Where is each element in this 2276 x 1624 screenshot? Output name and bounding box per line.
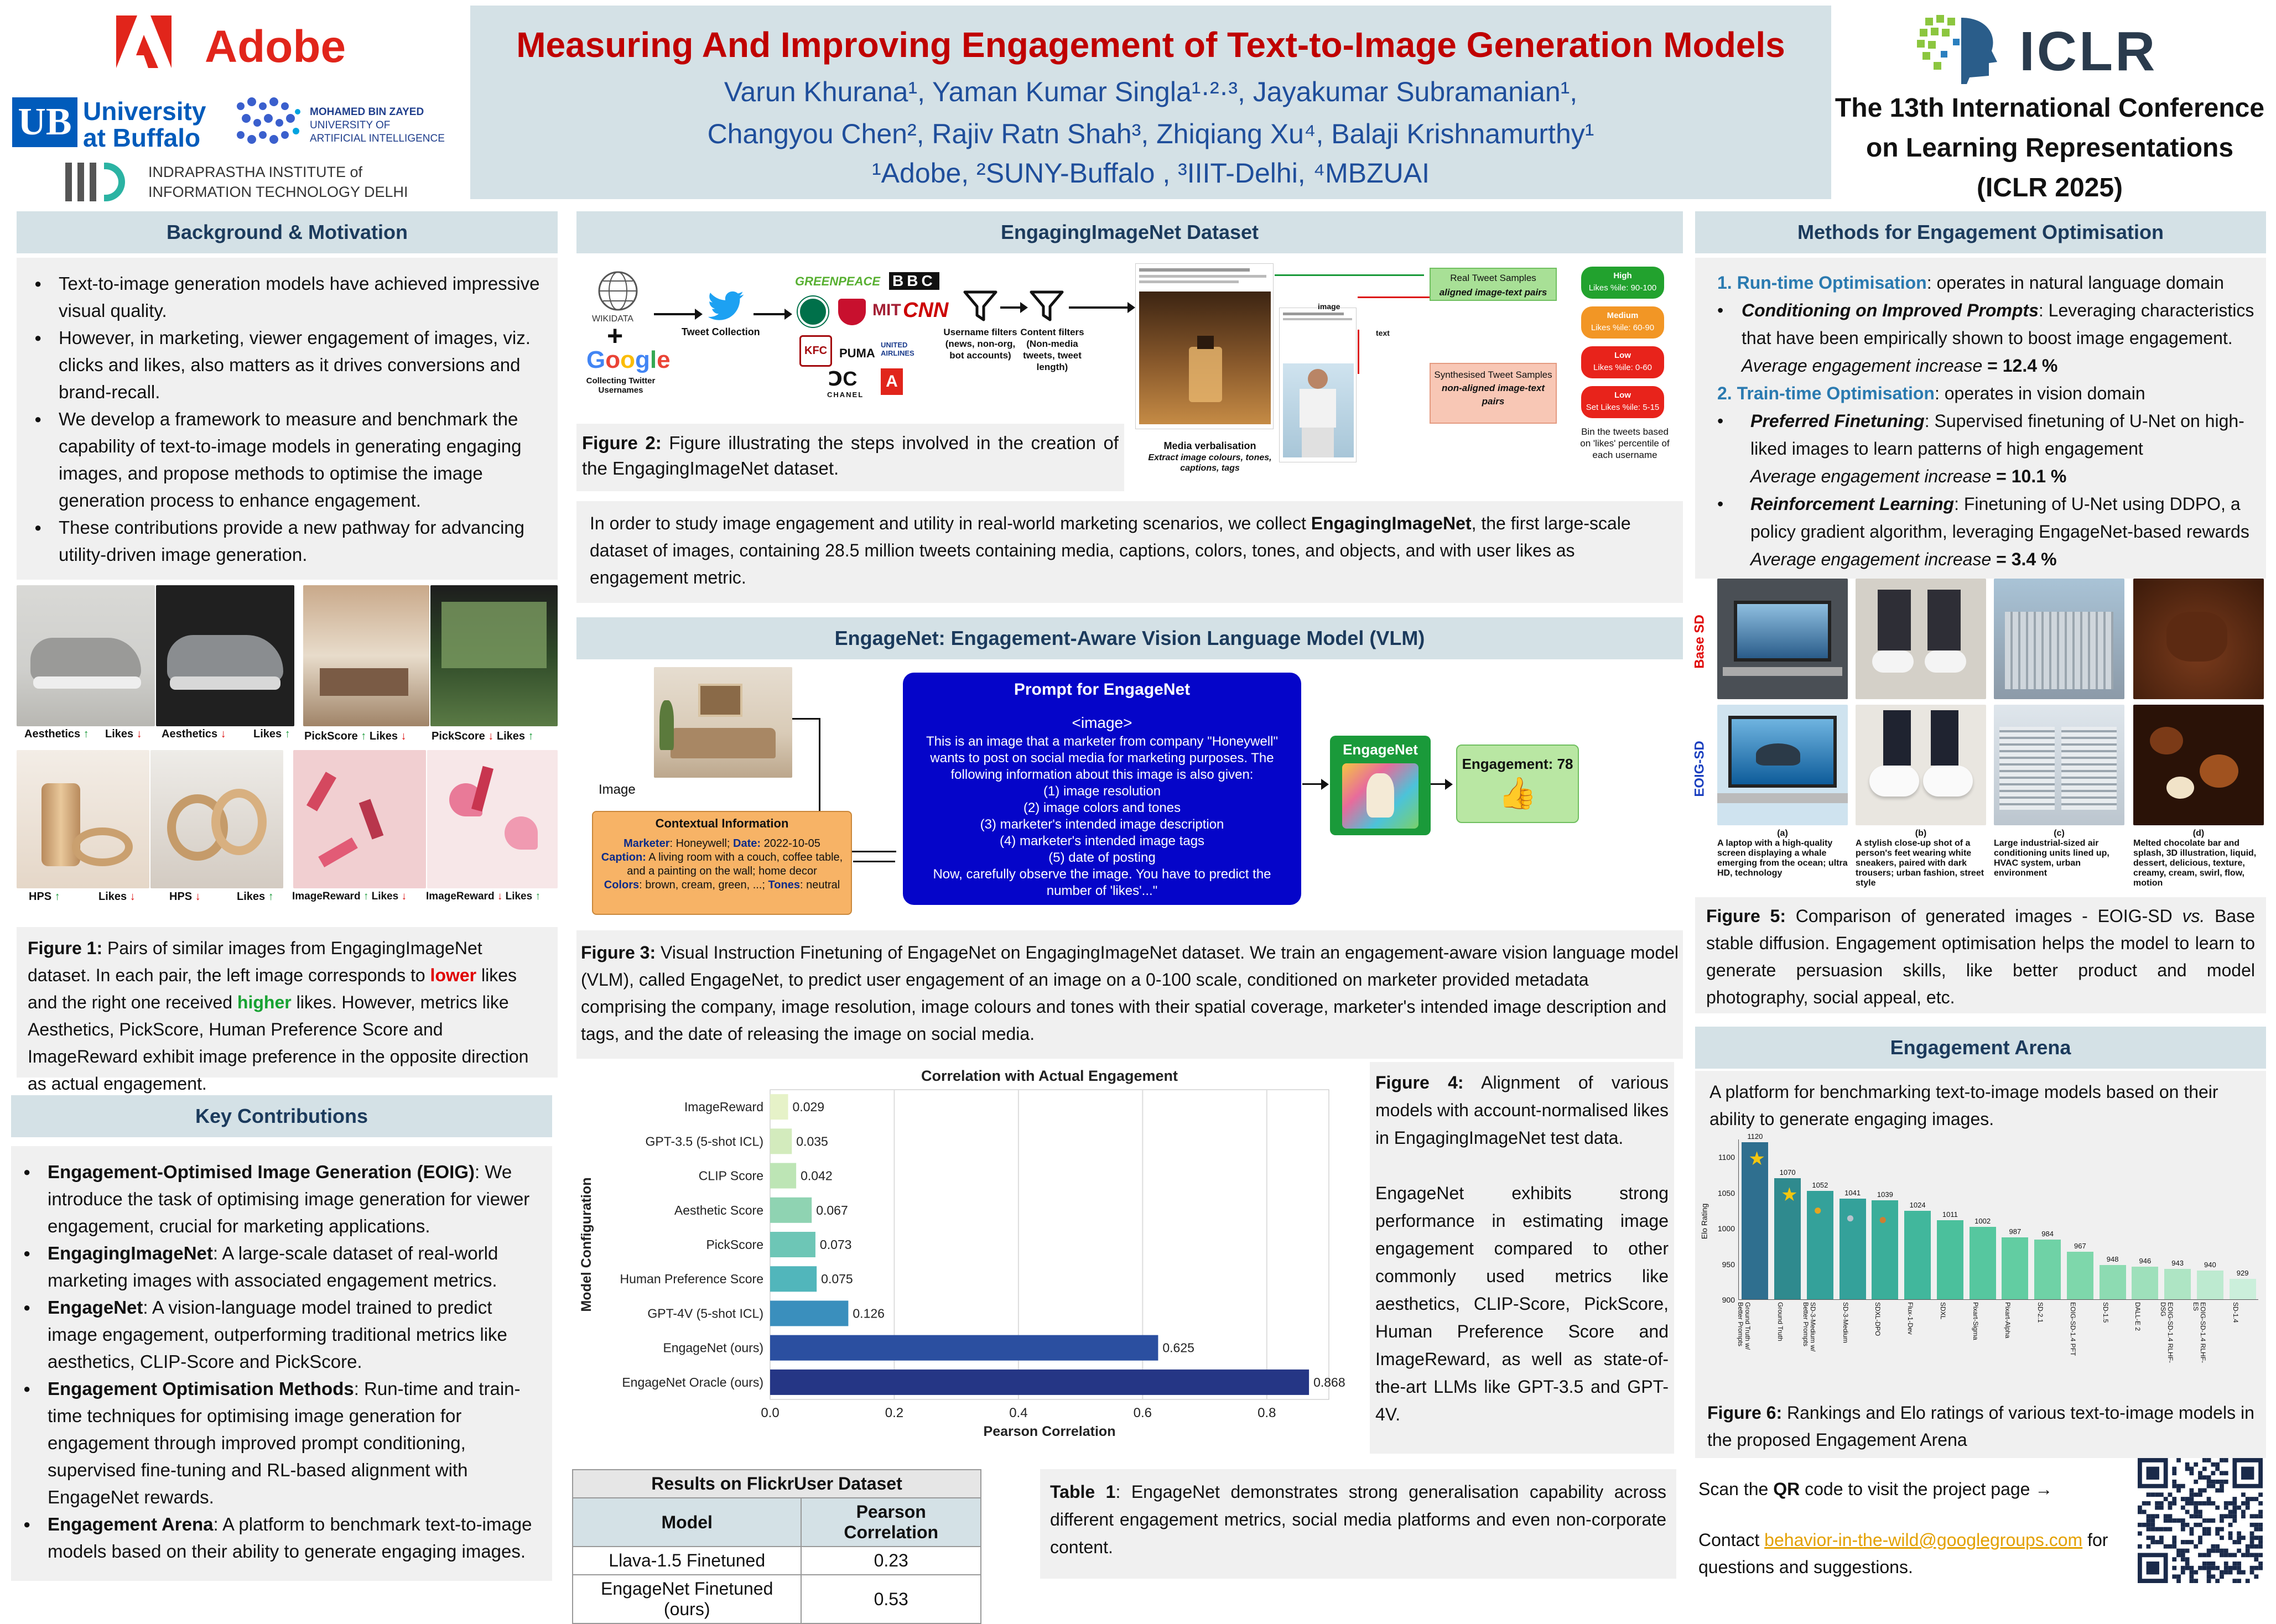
arena-bar [2002,1237,2028,1299]
dataset-heading: EngagingImageNet Dataset [576,211,1683,253]
col-caption-c: (c) Large industrial-sized air conditioning units lined up, HVAC system, urban environment [1994,829,2109,878]
chart-category-label: PickScore [706,1237,763,1252]
arena-plot [1738,1132,2258,1300]
arena-value-label: 1002 [1974,1216,1991,1225]
table-header: Model [573,1498,801,1547]
prompt-arrow [1302,783,1322,785]
arena-value-label: 948 [2106,1255,2119,1264]
arena-bar [2034,1240,2061,1299]
arrow-2 [754,313,787,315]
iiitd-logo [65,160,408,205]
arena-x-label: SDXL-DPO [1874,1302,1882,1336]
table-title: Results on FlickrUser Dataset [573,1470,981,1498]
background-bullet: ● Text-to-image generation models have achieved impressive visual quality. [28,270,544,324]
interior-photo-high [430,585,558,726]
chart-value-label: 0.075 [821,1272,853,1287]
chart-value-label: 0.067 [816,1203,848,1217]
prompt-arrow-head-icon [1321,779,1329,790]
iiitd-mark-icon [65,163,132,201]
contribution-item: ● EngageNet: A vision-language model trained to predict image engagement, outperforming traditional metrics like aesthetics, CLIP-Score and PickScore. [17,1294,541,1375]
chart-category-label: EngageNet Oracle (ours) [622,1375,763,1389]
green-arrow [1275,274,1424,276]
arena-value-label: 940 [2204,1261,2216,1269]
background-bullet: ● However, in marketing, viewer engagement of images, viz. clicks and likes, also matters as it drives conversions and brand-recall. [28,324,544,405]
contribution-item: ● Engagement-Optimised Image Generation (EOIG): We introduce the task of optimising image generation for viewer engagement, crucial for marketing applications. [17,1158,541,1240]
figure1-images [17,585,558,906]
arena-value-label: 1011 [1942,1210,1958,1219]
iiitd-name-1: INDRAPRASTHA INSTITUTE of [148,164,363,180]
tweet-mockup-2 [1279,308,1357,462]
starbucks-icon [798,296,828,327]
correlation-chart [576,1062,1362,1460]
label-aesthetics-2: Aesthetics ↓ [162,728,226,740]
chart-bar [770,1335,1158,1361]
arena-value-label: 946 [2139,1256,2152,1265]
chart-category-label: GPT-3.5 (5-shot ICL) [645,1134,763,1149]
mbzuai-name-3: ARTIFICIAL INTELLIGENCE [310,133,445,144]
arrow-2-head-icon [784,309,792,320]
ub-monogram-icon: UB [12,97,77,147]
background-bullet: ● These contributions provide a new pathway for advancing utility-driven image generation. [28,514,544,568]
adobe-logo [116,15,349,76]
iclr-wordmark: ICLR [2019,20,2158,82]
iclr-head-icon [1909,12,2003,84]
model-photo [1283,363,1354,457]
figure4-text: Figure 4: Alignment of various models with account-normalised likes in EngagingImageNet test data. EngageNet exhibits strong performance in estimating image engagement compared to other commonly used metrics like aesthetics, CLIP-Score, PickScore, Human Preference Score and ImageReward, as well as state-of-the-art LLMs like GPT-3.5 and GPT-4V. [1370,1062,1674,1454]
media-verbalisation-sub: Extract image colours, tones, captions, tags [1148,453,1272,473]
label-pickscore-2: PickScore ↓ Likes ↑ [432,730,534,742]
chanel-icon: ↃC [828,367,858,390]
arena-value-label: 1039 [1877,1190,1893,1199]
chart-bar [770,1266,817,1292]
red-arrow [1358,296,1430,298]
arena-bar [2230,1279,2256,1299]
contributions-list [17,1158,541,1565]
arena-x-label: SDXL [1939,1302,1947,1320]
arena-value-label: 943 [2171,1258,2184,1267]
arena-x-label: Pixart-Sigma [1971,1302,1979,1340]
arena-value-label: 1041 [1844,1189,1861,1198]
arena-xlabels [1738,1302,2258,1368]
image-label: Image [599,782,636,797]
conference-line-3: (ICLR 2025) [1976,173,2123,202]
sneaker-photo-low [17,585,155,726]
arena-x-label: SD-3-Medium w/ Better Prompts [1801,1302,1817,1352]
brand-united: UNITED AIRLINES [881,341,914,357]
bin-medium: Medium Likes %ile: 60-90 [1581,306,1664,339]
col-caption-a: (a) A laptop with a high-quality screen displaying a whale emerging from the ocean; ultra HD, technology [1717,829,1848,878]
plus-icon: + [607,320,623,351]
arena-bar [2067,1252,2093,1299]
label-hps-2: HPS ↓ [169,891,201,903]
background-bullet: ● We develop a framework to measure and benchmark the capability of text-to-image models in generating engaging images, and propose methods to optimise the image generation process to enhance engagement. [28,405,544,514]
arena-x-label: SD-1.5 [2101,1302,2109,1323]
label-likes-4: Likes ↑ [237,891,274,903]
chart-value-label: 0.035 [796,1134,828,1149]
chart-value-label: 0.868 [1313,1375,1345,1389]
lipstick-photo-high [427,750,558,888]
label-hps-1: HPS ↑ [29,891,60,903]
ub-name-1: University [83,97,206,126]
adobe-small-icon: A [881,368,903,395]
prompt-box: Prompt for EngageNet <image> This is an image that a marketer from company "Honeywell" wants to post on social media for marketing purposes. The following information about this image is also given: (1) image resolution (2) image colors and tones (3) marketer's intended image description (4) marketer's intended image tags (5) date of posting Now, carefully observe the image. You have to predict the number of 'likes'..." [903,673,1301,905]
base-ac-photo [1994,579,2124,699]
methods-panel [1695,258,2266,579]
base-chocolate-photo [2133,579,2264,699]
results-table [572,1469,981,1624]
figure3-caption: Figure 3: Visual Instruction Finetuning of EngageNet on EngagingImageNet dataset. We train an engagement-aware vision language model (VLM), called EngageNet, to predict user engagement of an image on a 0-100 scale, conditioned on marketer provided metadata comprising the company, image resolution, image colours and tones with their spatial coverage, marketer's intended image description and tags, and the date of releasing the image on social media. [576,930,1683,1059]
lipstick-photo-low [293,750,426,888]
collecting-label: Collecting Twitter Usernames [586,376,656,395]
arena-x-label: SD-2.1 [2036,1302,2045,1323]
chart-xtick-label: 0.2 [885,1406,904,1420]
medal-icon: ● [1878,1210,1888,1227]
arena-bar [2100,1265,2126,1299]
chart-bar [770,1232,815,1257]
username-filters-label: Username filters (news, non-org, bot accounts) [943,327,1017,361]
chart-category-label: Human Preference Score [620,1272,763,1287]
red-arrow-2 [1358,330,1359,374]
poster-title: Measuring And Improving Engagement of Text-to-Image Generation Models [516,25,1785,65]
arena-ytick-label: 1100 [1718,1153,1735,1162]
figure3-diagram [576,662,1683,927]
arena-x-label: SD-3-Medium [1841,1302,1849,1344]
arena-value-label: 1120 [1747,1132,1763,1141]
contact-email-link[interactable]: behavior-in-the-wild@googlegroups.com [1764,1530,2083,1550]
iclr-logo [1909,12,2218,84]
iiitd-name-2: INFORMATION TECHNOLOGY DELHI [148,184,408,200]
authors-line-1: Varun Khurana¹, Yaman Kumar Singla¹·²·³, Jayakumar Subramanian¹, [724,76,1578,107]
mbzuai-dots-icon [232,95,304,150]
brand-puma: PUMA [839,346,875,360]
chart-bar [770,1094,788,1120]
synth-samples-box: Synthesised Tweet Samples non-aligned image-text pairs [1430,363,1557,424]
background-bullets [28,270,544,568]
cond-item: • Conditioning on Improved Prompts: Leveraging characteristics that have been empirically shown to boost image engagement. Average engagement increase = 12.4 % [1717,300,2254,376]
image-tag-label: image [1318,302,1340,311]
row-label-eoig: EOIG-SD [1692,741,1707,797]
eoig-ac-photo [1994,705,2124,825]
engagement-output-box: Engagement: 78 👍 [1456,745,1579,823]
chart-category-label: Aesthetic Score [674,1203,763,1217]
conference-line-2: on Learning Representations [1866,133,2234,163]
arena-value-label: 967 [2074,1241,2086,1250]
label-likes-2: Likes ↑ [253,728,290,740]
chart-bar [770,1128,792,1154]
img-arrow [792,718,820,720]
dataset-description: In order to study image engagement and utility in real-world marketing scenarios, we collect EngagingImageNet, the first large-scale dataset of images, containing 28.5 million tweets containing media, captions, colors, tones, and objects, and with user likes as engagement metric. [576,501,1683,603]
chart-xtick-label: 0.4 [1009,1406,1028,1420]
chart-xtick-label: 0.0 [761,1406,780,1420]
bin-note: Bin the tweets based on 'likes' percentile of each username [1580,426,1670,460]
google-logo: Google [586,346,671,373]
tweet-mockup-1 [1135,263,1274,429]
train-time-item: 2. Train-time Optimisation: operates in vision domain [1717,383,2145,403]
engagenet-model-box: EngageNet [1330,736,1431,835]
chart-category-label: GPT-4V (5-shot ICL) [647,1306,763,1321]
eoig-laptop-photo [1717,705,1848,825]
arrow-4-head-icon [1127,302,1135,313]
arena-value-label: 1070 [1779,1168,1796,1177]
arena-heading: Engagement Arena [1695,1027,2266,1069]
label-imagereward-2: ImageReward ↓ Likes ↑ [426,891,541,902]
figure1-caption: Figure 1: Pairs of similar images from EngagingImageNet dataset. In each pair, the left image corresponds to lower likes and the right one received higher likes. However, metrics like Aesthetics, PickScore, Human Preference Score and ImageReward exhibit image preference in the opposite direction as actual engagement. [17,927,558,1078]
background-heading: Background & Motivation [17,211,558,253]
label-likes-3: Likes ↓ [98,891,136,903]
figure1-caption-prefix: Figure 1: [28,938,103,958]
scan-text: Scan the QR code to visit the project page → [1698,1479,2053,1499]
bin-low: Low Likes %ile: 0-60 [1581,346,1664,378]
living-room-photo [654,667,792,778]
adobe-wordmark: Adobe [205,22,346,72]
chart-value-label: 0.625 [1162,1340,1194,1355]
qr-code[interactable] [2138,1458,2263,1583]
sneaker-photo-high [156,585,294,726]
arrow-3 [1000,306,1022,309]
wikidata-label: WIKIDATA [592,314,633,324]
arena-x-label: Flux-1-Dev [1906,1302,1915,1335]
chart-xtick-label: 0.8 [1257,1406,1276,1420]
brand-bbc: BBC [889,272,939,290]
arena-bar [2197,1271,2223,1299]
table-row: EngageNet Finetuned (ours) 0.53 [573,1575,981,1623]
arrow-4 [1069,306,1130,309]
funnel-icon [1030,290,1063,323]
base-sneaker-photo [1856,579,1986,699]
bin-low-set: Low Set Likes %ile: 5-15 [1581,386,1664,418]
thumbs-up-icon: 👍 [1498,775,1537,810]
arena-bar [1970,1227,1996,1299]
llama-icon [1342,763,1418,829]
brand-mit: MIT [872,301,901,319]
bin-high: High Likes %ile: 90-100 [1581,267,1664,299]
title-box [470,6,1831,199]
arena-chart [1698,1132,2263,1363]
chart-bar [770,1370,1309,1395]
arena-x-label: SD-1.4 [2231,1302,2239,1323]
contributions-panel [11,1146,552,1581]
methods-heading: Methods for Engagement Optimisation [1695,211,2266,253]
arena-bar [1937,1220,1963,1299]
authors-line-2: Changyou Chen², Rajiv Ratn Shah³, Zhiqiang Xu⁴, Balaji Krishnamurthy¹ [707,118,1594,149]
label-likes-1: Likes ↓ [105,728,142,740]
contribution-item: ● Engagement Optimisation Methods: Run-time and train-time techniques for optimising image generation for engagement through improved prompt conditioning, supervised fine-tuning and RL-based alignment with EngageNet rewards. [17,1375,541,1511]
ctx-arrow [853,861,895,862]
arrow-1 [654,313,698,315]
arena-value-label: 987 [2009,1227,2022,1236]
arena-x-label: EOIG-SD-1.4 RLHF-ES [2191,1302,2207,1363]
arena-value-label: 984 [2041,1229,2054,1238]
chart-value-label: 0.029 [792,1100,825,1115]
arena-description: A platform for benchmarking text-to-image models based on their ability to generate engaging images. [1709,1082,2218,1129]
chart-bar [770,1300,848,1326]
arrow-1-head-icon [695,309,703,320]
star-icon: ★ [1781,1184,1798,1205]
star-icon: ★ [1748,1148,1765,1170]
chart-xtick-label: 0.6 [1133,1406,1152,1420]
contributions-heading: Key Contributions [11,1095,552,1137]
arena-x-label: EOIG-SD-1.4 RLHF-DSG [2159,1302,2175,1363]
eoig-sneaker-photo [1856,705,1986,825]
mbzuai-name-1: MOHAMED BIN ZAYED [310,106,424,118]
conference-name [1831,89,2268,208]
chart-category-label: CLIP Score [698,1168,763,1183]
contact-text: Contact behavior-in-the-wild@googlegroups.com for questions and suggestions. [1698,1530,2108,1577]
medal-icon: ● [1813,1201,1822,1219]
arena-bar [1904,1211,1931,1299]
results-table-wrap [572,1469,981,1624]
conference-line-1: The 13th International Conference [1835,93,2265,123]
rl-item: • Reinforcement Learning: Finetuning of U-Net using DDPO, a policy gradient algorithm, leveraging EngageNet-based rewards Average engagement increase = 3.4 % [1717,494,2249,569]
table-header: Pearson Correlation [801,1498,981,1547]
correlation-chart-svg [576,1062,1362,1460]
figure5-caption: Figure 5: Comparison of generated images - EOIG-SD vs. Base stable diffusion. Engagement optimisation helps the model to learn to generate persuasion skills, like better product and model photography, social appeal, etc. [1695,897,2266,1013]
brand-greenpeace: GREENPEACE [795,274,881,288]
pref-item: • Preferred Finetuning: Supervised finetuning of U-Net on high-liked images to learn patterns of high engagement Average engagement increase = 10.1 % [1717,411,2244,486]
arena-x-label: Pixart-Alpha [2004,1302,2012,1339]
chart-xlabel: Pearson Correlation [983,1424,1116,1439]
ub-logo [12,93,233,154]
funnel-icon [964,290,997,323]
twitter-bird-icon [706,291,745,324]
real-samples-box: Real Tweet Samples aligned image-text pairs [1430,268,1557,301]
chart-ylabel: Model Configuration [579,1177,594,1312]
ring-photo-high [150,750,283,888]
base-laptop-photo [1717,579,1848,699]
figure2-caption: Figure 2: Figure illustrating the steps involved in the creation of the EngagingImageNet dataset. [576,424,1124,491]
label-pickscore-1: PickScore ↑ Likes ↓ [304,730,407,742]
brand-kfc: KFC [799,335,832,367]
chart-category-label: EngageNet (ours) [663,1340,763,1355]
brand-chanel: CHANEL [827,391,864,399]
arena-ytick-label: 1050 [1717,1188,1735,1198]
perfume-photo [1139,292,1271,424]
chart-title: Correlation with Actual Engagement [921,1068,1178,1084]
contextual-info-box: Contextual Information Marketer: Honeywell; Date: 2022-10-05 Caption: A living room with a couch, coffee table, and a painting on the wall; home decor Colors: brown, cream, green, ...; Tones: neutral [592,811,852,915]
text-tag-label: text [1376,329,1390,337]
arena-yticks [1715,1139,1737,1304]
arena-ytick-label: 1000 [1717,1224,1735,1233]
arena-ytick-label: 950 [1722,1259,1735,1269]
affiliations: ¹Adobe, ²SUNY-Buffalo , ³IIIT-Delhi, ⁴MBZUAI [872,158,1430,189]
tweet-collection-label: Tweet Collection [682,326,760,337]
chart-bar [770,1198,812,1223]
arena-x-label: DALL-E 2 [2134,1302,2142,1331]
arena-value-label: 1052 [1812,1181,1828,1190]
chart-value-label: 0.042 [801,1168,833,1183]
engagenet-heading: EngageNet: Engagement-Aware Vision Language Model (VLM) [576,617,1683,659]
mbzuai-logo [232,93,465,154]
table1-caption: Table 1: EngageNet demonstrates strong generalisation capability across different engagement metrics, social media platforms and even non-corporate content. [1040,1469,1676,1579]
ring-photo-low [17,750,149,888]
col-caption-d: (d) Melted chocolate bar and splash, 3D illustration, liquid, dessert, delicious, texture, creamy, cream, swirl, flow, motion [2133,829,2257,888]
figure6-caption: Figure 6: Rankings and Elo ratings of various text-to-image models in the proposed Engagement Arena [1707,1403,2254,1450]
chart-value-label: 0.073 [819,1237,852,1252]
brand-cnn: CNN [903,299,949,322]
eoig-chocolate-photo [2133,705,2264,825]
label-aesthetics-1: Aesthetics ↑ [24,728,89,740]
content-filters-label: Content filters (Non-media tweets, tweet length) [1020,327,1084,372]
chart-value-label: 0.126 [853,1306,885,1321]
medal-icon: ● [1846,1209,1855,1226]
ducati-icon [838,299,866,325]
chart-category-label: ImageReward [684,1100,763,1115]
run-time-item: 1. Run-time Optimisation: operates in natural language domain [1717,273,2224,293]
arena-ylabel: Elo Rating [1700,1203,1709,1240]
wikidata-globe-icon [593,269,643,313]
qr-code-icon [2138,1458,2263,1583]
table-row: Llava-1.5 Finetuned 0.23 [573,1547,981,1575]
adobe-icon [116,15,172,71]
brand-logos [795,274,955,407]
arena-x-label: Ground Truth [1776,1302,1785,1341]
arrow-3-head-icon [1020,302,1028,313]
media-verbalisation-title: Media verbalisation [1163,440,1256,451]
contribution-item: ● EngagingImageNet: A large-scale dataset of real-world marketing images with associated engagement metrics. [17,1240,541,1294]
ub-name-2: at Buffalo [83,123,201,152]
arena-value-label: 1024 [1909,1201,1926,1210]
mbzuai-name-2: UNIVERSITY OF [310,119,391,131]
row-label-base: Base SD [1692,615,1707,669]
interior-photo-low [303,585,429,726]
background-panel [17,258,558,580]
arena-x-label: Ground Truth w/ Better Prompts [1737,1302,1752,1350]
arena-x-label: EOIG-SD-1.4 PFT [2069,1302,2077,1356]
figure5-grid [1692,579,2266,894]
model-arrow-head-icon [1445,779,1453,790]
label-imagereward-1: ImageReward ↑ Likes ↓ [292,891,407,902]
arena-bar [2164,1269,2191,1299]
arena-value-label: 929 [2236,1268,2249,1277]
arena-bar [2132,1267,2158,1299]
col-caption-b: (b) A stylish close-up shot of a person's feet wearing white sneakers, paired with dark trousers; urban fashion, street style [1856,829,1984,888]
contribution-item: ● Engagement Arena: A platform to benchmark text-to-image models based on their ability to generate engaging images. [17,1511,541,1565]
chart-bar [770,1163,796,1189]
arena-ytick-label: 900 [1722,1295,1735,1304]
